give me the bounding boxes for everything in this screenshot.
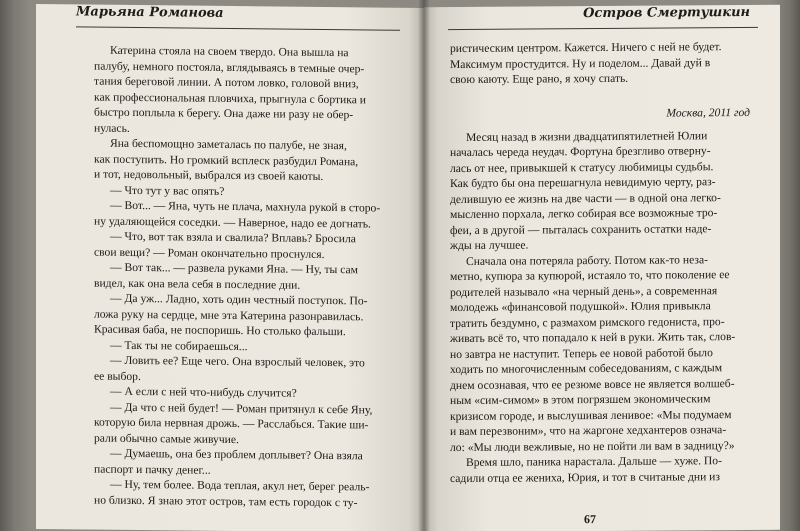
text-line: видел, как она вела себя в последние дни. bbox=[94, 276, 301, 292]
text-line: Яна беспомощно заметалась по палубе, не зная, bbox=[110, 136, 347, 153]
text-line: — Да уж... Ладно, хоть один честный поступок. По- bbox=[110, 291, 368, 308]
text-line: днем осознавая, что ее резюме вовсе не является волшеб- bbox=[450, 376, 735, 392]
text-line: как профессиональная пловчиха, прыгнула с бортика и bbox=[94, 90, 366, 106]
text-line: феи, а в другой — пыталась сохранить остатки наде- bbox=[450, 221, 712, 237]
page-number: 67 bbox=[584, 512, 596, 527]
text-line: ло: «Мы люди вежливые, но не пойти ли вам в задницу?» bbox=[450, 438, 735, 454]
text-line: — Ловить ее? Еще чего. Она взрослый человек, это bbox=[110, 353, 365, 370]
text-line: — Да что с ней будет! — Роман притянул к себе Яну, bbox=[110, 400, 373, 416]
text-line: жды на лучшее. bbox=[450, 238, 529, 253]
left-header-rule bbox=[76, 26, 400, 30]
text-line: молодежь «финансовой подушкой». Юлия привыкла bbox=[450, 299, 711, 315]
text-line: рали обычно самые живучие. bbox=[94, 431, 239, 446]
right-page-text bbox=[450, 39, 750, 486]
text-line: кризисом городе, и выслушивая ленивое: «Мы подумаем bbox=[450, 407, 732, 423]
text-line: ристическим центром. Кажется. Ничего с ней не будет. bbox=[450, 40, 722, 56]
text-line: которую била нервная дрожь. — Расслабься. Такие ши- bbox=[94, 415, 369, 432]
text-line: мысленно порхала, легко собирая все возможные тро- bbox=[450, 206, 718, 222]
text-line: — Что тут у вас опять? bbox=[110, 183, 225, 198]
text-line: и вам перезвоним», что на жаргоне хедхантеров означа- bbox=[450, 423, 727, 439]
left-page bbox=[36, 4, 424, 531]
text-line: живать всё то, что попадало к ней в руки. Жить так, слов- bbox=[450, 330, 736, 346]
text-line: палубу, немного постояла, вглядываясь в темные очер- bbox=[94, 59, 365, 75]
text-line: — Что, вот так взяла и свалила? Вплавь? Бросила bbox=[110, 229, 356, 246]
text-line: Максимум простудится. Ну и поделом... Давай дуй в bbox=[450, 55, 711, 71]
text-line: нулась. bbox=[94, 121, 130, 135]
text-line: — Вот так... — развела руками Яна. — Ну, ты сам bbox=[110, 260, 358, 277]
text-line: как поступить. Но громкий всплеск разбудил Романа, bbox=[94, 152, 359, 168]
text-line: и тот, недовольный, выбрался из своей каюты. bbox=[94, 167, 324, 183]
text-line: — Ну, тем более. Вода теплая, акул нет, берег реаль- bbox=[110, 477, 370, 494]
text-line: делившую ее жизнь на две части — в одной она легко- bbox=[450, 190, 721, 206]
text-line: — Думаешь, она без проблем доплывет? Она взяла bbox=[110, 446, 363, 463]
text-line: тратить бездумно, с размахом римского гедониста, про- bbox=[450, 314, 725, 330]
text-line: Сначала она потеряла работу. Потом как-то неза- bbox=[466, 252, 708, 268]
text-line: лась от нее, привыкшей к статусу любимицы судьбы. bbox=[450, 159, 714, 175]
text-line: ложа руку на сердце, мне эта Катерина разонравилась. bbox=[94, 307, 364, 323]
text-line: — Вот... — Яна, чуть не плача, махнула рукой в сторо- bbox=[110, 198, 381, 215]
text-line: Как будто бы она перешагнула невидимую черту, раз- bbox=[450, 175, 716, 191]
text-line: тания береговой линии. А потом ловко, головой вниз, bbox=[94, 74, 359, 91]
text-line: но близко. Я знаю этот остров, там есть городок с ту- bbox=[94, 493, 358, 509]
text-line: Катерина стояла на своем твердо. Она вышла на bbox=[110, 43, 349, 60]
place-date-line: Москва, 2011 год bbox=[666, 105, 750, 120]
text-line: ее выбор. bbox=[94, 369, 141, 383]
text-line: Время шло, паника нарастала. Дальше — хуже. По- bbox=[466, 454, 722, 469]
right-text-continuation bbox=[450, 39, 750, 88]
text-line: быстро поплыла к берегу. Она даже ни разу не обер- bbox=[94, 105, 354, 122]
text-line: — А если с ней что-нибудь случится? bbox=[110, 384, 297, 400]
text-line: свои вещи? — Роман окончательно проснулся. bbox=[94, 245, 325, 261]
text-line: но завтра не наступит. Теперь ее новой работой было bbox=[450, 345, 713, 361]
right-running-header: Остров Смертушкин bbox=[583, 4, 750, 22]
text-line: паспорт и пачку денег... bbox=[94, 462, 211, 477]
left-running-header: Марьяна Романова bbox=[76, 4, 224, 21]
text-line: — Так ты не собираешься... bbox=[110, 338, 248, 353]
left-page-text bbox=[94, 43, 406, 511]
right-page bbox=[424, 5, 780, 531]
book-gutter bbox=[418, 0, 430, 531]
text-line: метно, купюра за купюрой, истаяло то, что поколение ее bbox=[450, 268, 730, 284]
right-header-rule bbox=[448, 27, 758, 30]
text-line: родителей называло «на черный день», а современная bbox=[450, 283, 718, 299]
text-line: Месяц назад в жизни двадцатипятилетней Юлии bbox=[466, 128, 708, 144]
text-line: ным «сим-симом» в этом погрязшем экономическим bbox=[450, 392, 711, 408]
text-line: свою каюту. Еще рано, я хочу спать. bbox=[450, 71, 629, 87]
text-line: началась череда неудач. Фортуна брезгливо отверну- bbox=[450, 144, 711, 160]
text-line: ходить по многочисленным собеседованиям, с каждым bbox=[450, 361, 723, 377]
text-line: Красивая баба, не поспоришь. Но столько фальши. bbox=[94, 322, 346, 339]
right-text-chapter bbox=[450, 127, 750, 486]
text-line: ну удаляющейся соседки. — Наверное, надо ее догнать. bbox=[94, 214, 371, 230]
text-line: садили отца ее жениха, Юрия, и тот в считаные дни из bbox=[450, 469, 720, 485]
